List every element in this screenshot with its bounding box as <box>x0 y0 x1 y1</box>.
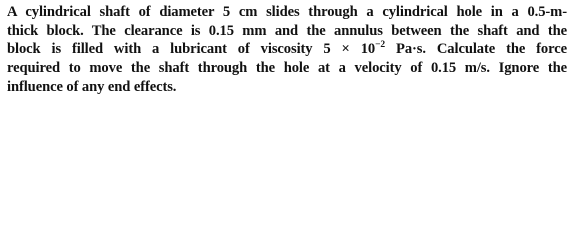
problem-statement <box>7 3 567 96</box>
problem-line-3 <box>7 40 567 59</box>
problem-line-5: influence of any end effects. <box>7 78 177 95</box>
viscosity-exponent: −2 <box>375 40 386 51</box>
problem-line-1: A cylindrical shaft of diameter 5 cm slides through a cylindrical hole in a 0.5-m- <box>7 4 567 20</box>
problem-line-4: required to move the shaft through the hole at a velocity of 0.15 m/s. Ignore the <box>7 60 567 77</box>
problem-line-2: thick block. The clearance is 0.15 mm and the annulus between the shaft and the <box>7 22 567 39</box>
problem-line-3-text: block is filled with a lubricant of viscosity 5 × 10 <box>7 41 376 58</box>
problem-line-3-tail: Pa·s. Calculate the force <box>385 41 567 58</box>
